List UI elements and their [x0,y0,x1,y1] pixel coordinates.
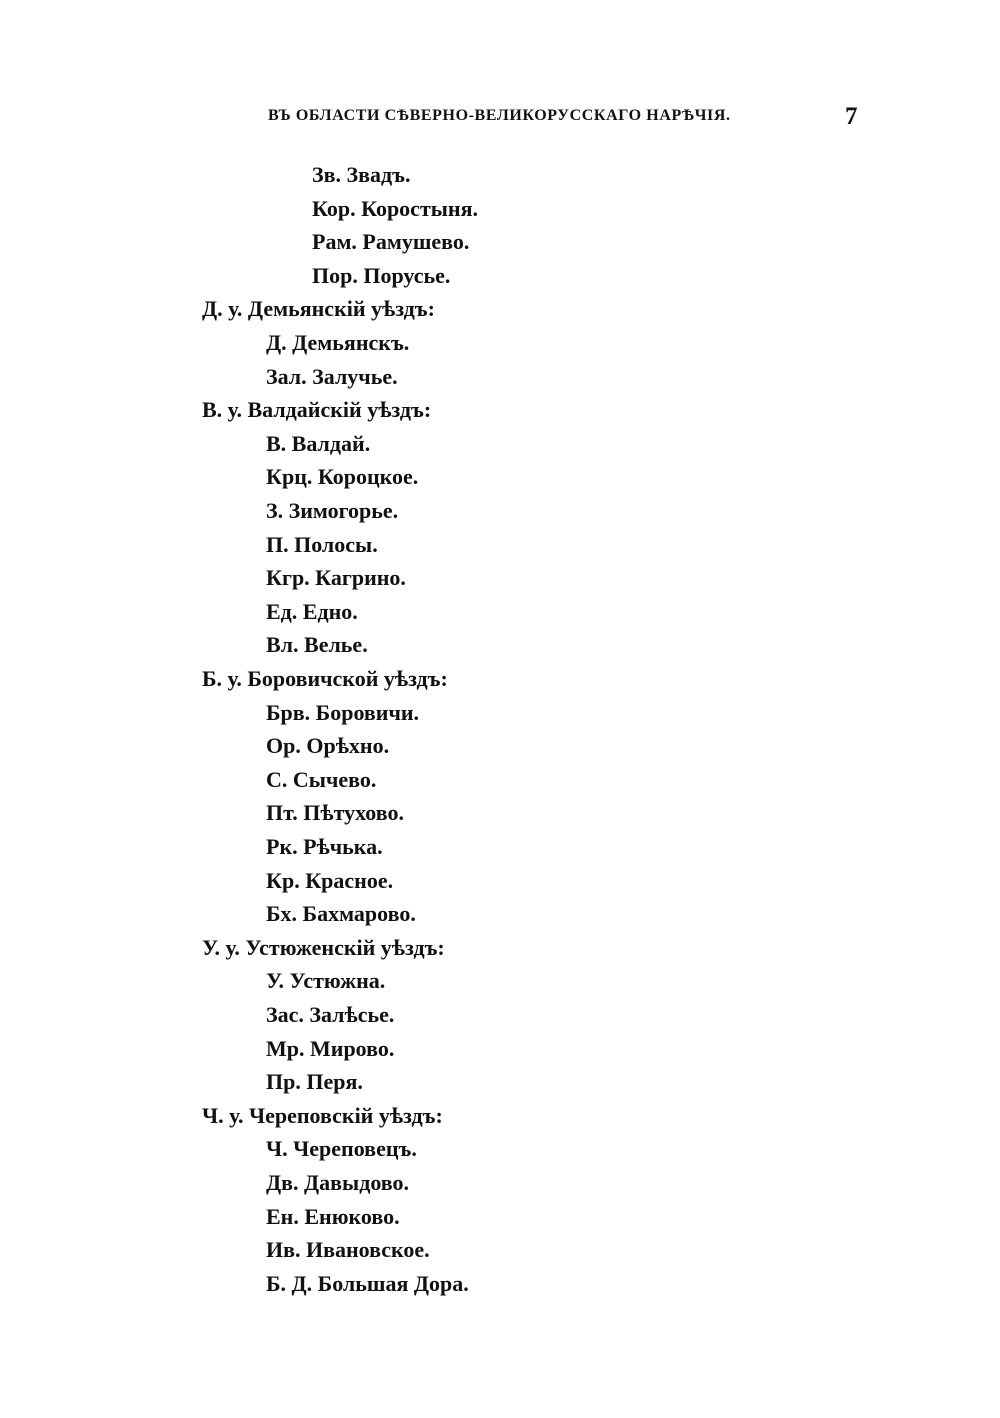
page-number: 7 [845,103,858,130]
place-entry: Зас. Залѣсье. [266,1002,395,1027]
place-entry: Брв. Боровичи. [266,699,420,725]
place-entry: Кор. Коростыня. [312,195,479,221]
place-entry: Дв. Давыдово. [266,1170,410,1195]
place-entry: Ен. Енюково. [266,1203,400,1229]
place-entry: Ив. Ивановское. [266,1237,430,1263]
district-heading: Ч. у. Череповскій уѣздъ: [202,1102,443,1128]
place-entry: Зал. Залучье. [266,363,398,389]
place-entry: Пр. Перя. [266,1069,363,1095]
place-entry: Ч. Череповецъ. [266,1136,417,1162]
place-entry: Мр. Мирово. [266,1035,395,1061]
place-entry: Бх. Бахмарово. [266,901,416,927]
district-heading: Б. у. Боровичской уѣздъ: [202,666,448,691]
place-entry: Кгр. Кагрино. [266,565,406,591]
place-entry: П. Полосы. [266,531,378,557]
place-entry: Б. Д. Большая Дора. [266,1270,469,1296]
district-heading: Д. у. Демьянскій уѣздъ: [202,296,435,322]
place-entry: Пор. Порусье. [312,262,451,288]
place-entry: Рам. Рамушево. [312,229,470,255]
district-heading: У. у. Устюженскій уѣздъ: [202,934,445,960]
place-entry: Вл. Велье. [266,632,368,658]
place-entry: У. Устюжна. [266,968,386,994]
place-entry: Зв. Звадъ. [312,162,411,187]
place-entry: Крц. Короцкое. [266,464,419,490]
place-entry: В. Валдай. [266,430,371,456]
place-entry: Ед. Едно. [266,598,358,624]
place-entry: Д. Демьянскъ. [266,330,410,355]
place-entry: Кр. Красное. [266,867,394,893]
place-entry: Пт. Пѣтухово. [266,800,404,826]
place-entry: С. Сычево. [266,766,377,792]
place-entry: Рк. Рѣчька. [266,834,383,859]
place-entry: З. Зимогорье. [266,498,399,523]
place-entry: Ор. Орѣхно. [266,733,390,759]
district-heading: В. у. Валдайскій уѣздъ: [202,397,432,423]
running-header: ВЪ ОБЛАСТИ СѢВЕРНО-ВЕЛИКОРУССКАГО НАРѢЧІЯ. [268,107,731,124]
